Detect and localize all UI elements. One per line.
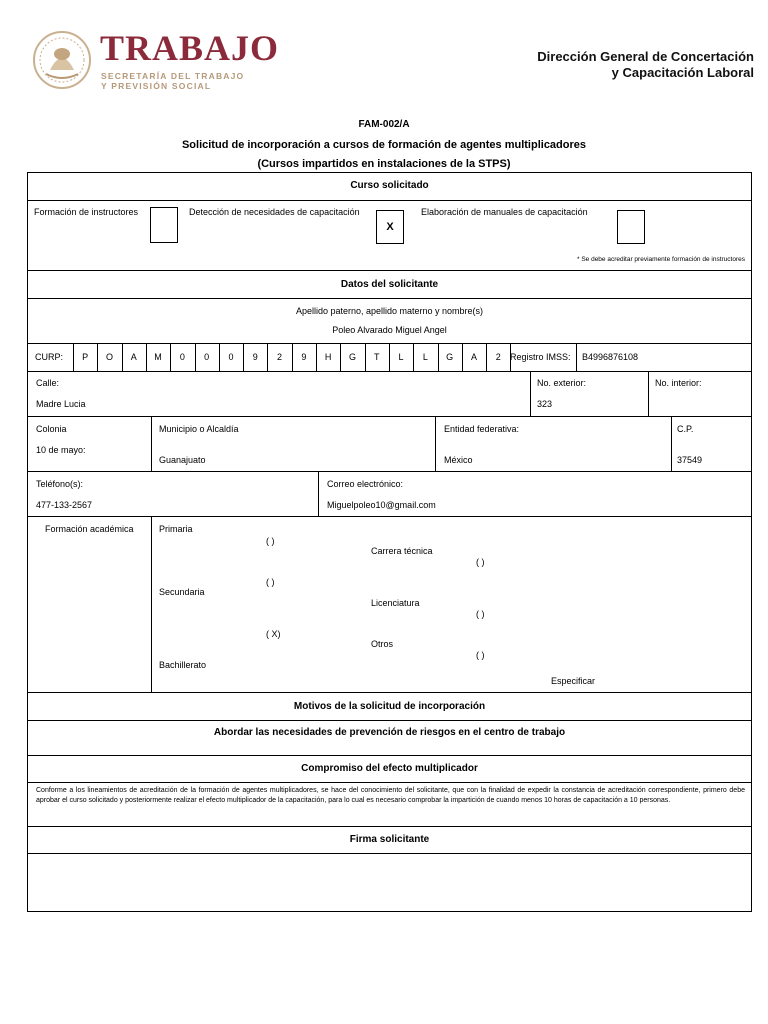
postal-code-label: C.P.: [677, 424, 694, 434]
state-value: México: [444, 455, 473, 465]
motives-heading: Motivos de la solicitud de incorporación: [293, 701, 486, 712]
curp-cell: 0: [228, 352, 234, 362]
course-heading: Curso solicitado: [350, 180, 429, 191]
municipality-label: Municipio o Alcaldía: [159, 424, 239, 434]
manuals-checkbox[interactable]: [617, 210, 645, 244]
phone-value: 477-133-2567: [36, 500, 93, 510]
licenciatura-mark[interactable]: ( ): [476, 609, 485, 619]
primaria-label: Primaria: [159, 524, 193, 534]
curp-cell: 2: [277, 352, 283, 362]
otros-label: Otros: [371, 639, 394, 649]
imss-value: B4996876108: [582, 352, 639, 362]
bachillerato-mark[interactable]: ( X): [266, 629, 281, 639]
street-value: Madre Lucia: [36, 399, 86, 409]
curp-cell: P: [82, 352, 89, 362]
commitment-text: Conforme a los lineamientos de acreditación de la formación de agentes multiplicadores, se hace del conocimiento del solicitante, que con la finalidad de expedir la constancia de acreditación correspondiente, primero debe aprobar el curso solicitado y posteriormente realizar el efecto multiplicador de la capacitación, para lo cual es necesario comprobar la impartición de cuando menos 10 horas de capacitación a 10 personas.: [36, 787, 745, 804]
curp-cell: 9: [252, 352, 258, 362]
phone-label: Teléfono(s):: [36, 479, 84, 489]
curp-cell: O: [105, 352, 113, 362]
course-option-needs: Detección de necesidades de capacitación: [189, 207, 360, 217]
signature-area[interactable]: [28, 854, 751, 911]
specify-label: Especificar: [551, 676, 596, 686]
ext-number-value: 323: [537, 399, 553, 409]
education-label: Formación académica: [45, 524, 134, 534]
int-number-label: No. interior:: [655, 378, 702, 388]
form-subtitle: (Cursos impartidos en instalaciones de la STPS): [257, 158, 511, 170]
street-label: Calle:: [36, 378, 60, 388]
curp-cell: 0: [204, 352, 210, 362]
postal-code-value: 37549: [677, 455, 703, 465]
curp-cell: G: [446, 352, 454, 362]
curp-cell: M: [154, 352, 162, 362]
curp-cell: L: [398, 352, 404, 362]
curp-cell: A: [470, 352, 477, 362]
name-label: Apellido paterno, apellido materno y nombre(s): [295, 306, 484, 316]
direction-title: Dirección General de Concertación y Capacitación Laboral: [537, 49, 754, 80]
curp-cell: G: [348, 352, 356, 362]
applicant-heading: Datos del solicitante: [340, 279, 439, 290]
curp-cell: 0: [179, 352, 185, 362]
licenciatura-label: Licenciatura: [371, 598, 420, 608]
tecnica-label: Carrera técnica: [371, 546, 433, 556]
brand-title: TRABAJO: [100, 28, 280, 68]
secundaria-label: Secundaria: [159, 587, 205, 597]
form-code: FAM-002/A: [358, 119, 410, 130]
bachillerato-label: Bachillerato: [159, 660, 207, 670]
ext-number-label: No. exterior:: [537, 378, 587, 388]
coat-of-arms-seal: [32, 26, 92, 94]
secundaria-mark[interactable]: ( ): [266, 577, 275, 587]
primaria-mark[interactable]: ( ): [266, 536, 275, 546]
signature-heading: Firma solicitante: [349, 834, 430, 845]
colonia-value: 10 de mayo:: [36, 445, 86, 455]
course-note: * Se debe acreditar previamente formación de instructores: [576, 256, 745, 263]
commitment-heading: Compromiso del efecto multiplicador: [301, 763, 478, 774]
curp-cell: 2: [495, 352, 501, 362]
form-title: Solicitud de incorporación a cursos de formación de agentes multiplicadores: [181, 139, 587, 151]
brand-subtitle: SECRETARÍA DEL TRABAJO Y PREVISIÓN SOCIAL: [101, 71, 245, 91]
course-option-instructors: Formación de instructores: [34, 207, 139, 217]
imss-label: Registro IMSS:: [510, 352, 571, 362]
instructors-checkbox[interactable]: [150, 207, 178, 243]
curp-cell: A: [130, 352, 137, 362]
applicant-name: Poleo Alvarado Miguel Angel: [332, 325, 447, 335]
curp-cell: L: [422, 352, 428, 362]
email-value: Miguelpoleo10@gmail.com: [327, 500, 436, 510]
tecnica-mark[interactable]: ( ): [476, 557, 485, 567]
state-label: Entidad federativa:: [444, 424, 520, 434]
curp-label: CURP:: [35, 352, 64, 362]
needs-checkbox[interactable]: X: [376, 210, 404, 244]
email-label: Correo electrónico:: [327, 479, 404, 489]
application-form: [27, 172, 752, 912]
curp-cell: 9: [301, 352, 307, 362]
otros-mark[interactable]: ( ): [476, 650, 485, 660]
municipality-value: Guanajuato: [159, 455, 206, 465]
course-option-manuals: Elaboración de manuales de capacitación: [421, 207, 588, 217]
curp-cell: H: [324, 352, 332, 362]
curp-cell: T: [373, 352, 380, 362]
colonia-label: Colonia: [36, 424, 67, 434]
motives-text: Abordar las necesidades de prevención de riesgos en el centro de trabajo: [213, 727, 566, 738]
